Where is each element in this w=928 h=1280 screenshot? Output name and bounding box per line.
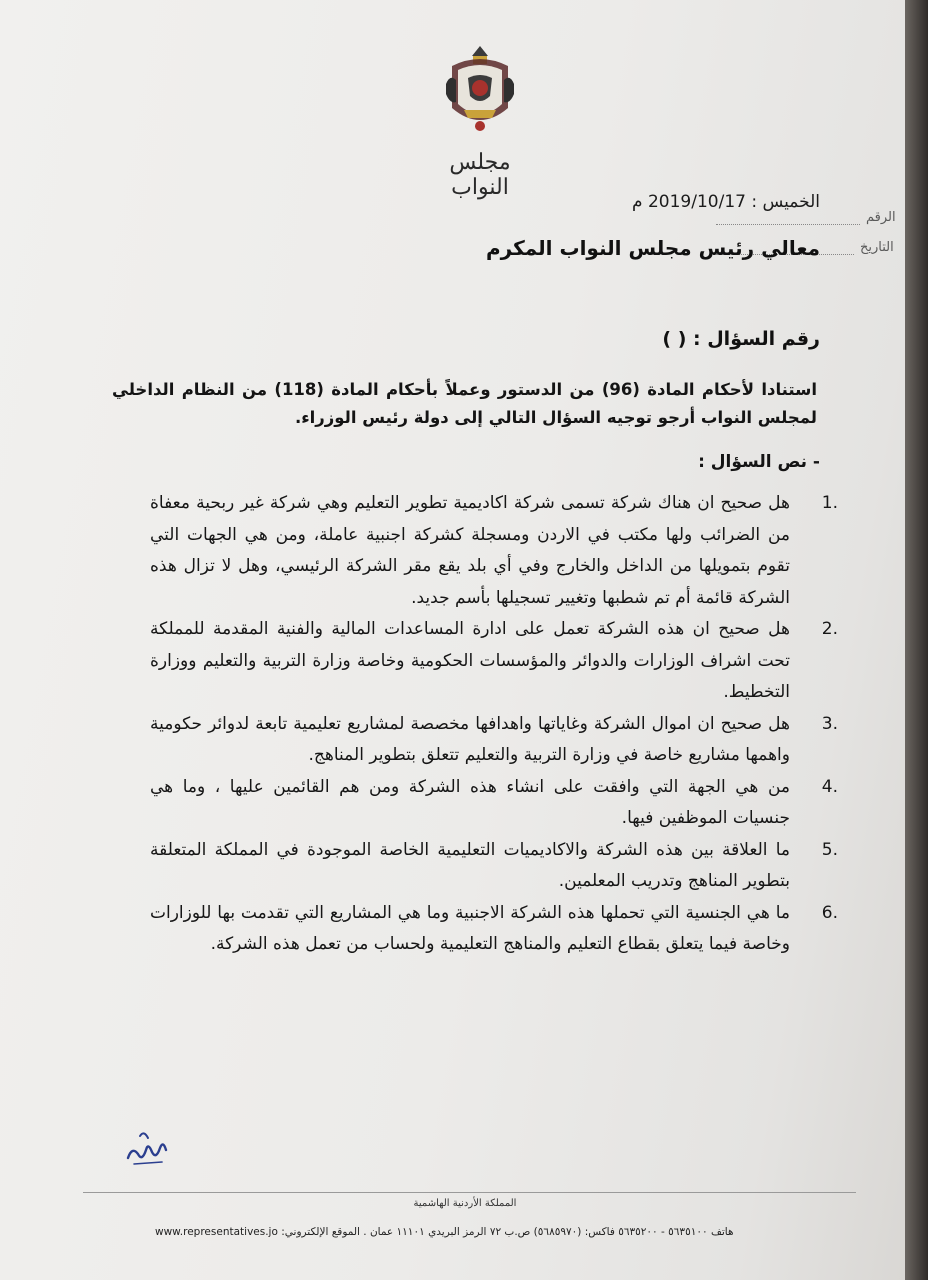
org-logo-text: مجلس النواب [449,150,511,200]
question-number-marker: 3. [821,713,838,734]
question-item [150,488,838,614]
intro-paragraph: استنادا لأحكام المادة (96) من الدستور وعملاً بأحكام المادة (118) من النظام الداخلي لمجلس النواب أرجو توجيه السؤال التالي إلى دولة رئيس الوزراء. [112,380,817,427]
question-text: ما العلاقة بين هذه الشركة والاكاديميات التعليمية الخاصة الموجودة في المملكة المتعلقة بتطوير المناهج وتدريب المعلمين. [150,839,790,891]
question-text: هل صحيح ان هناك شركة تسمى شركة اكاديمية تطوير التعليم وهي شركة غير ربحية معفاة من الضرائب ولها مكتب في الاردن ومسجلة كشركة اجنبية عاملة، ومن هي الجهات التي تقوم بتمويلها من الداخل والخارج وفي أي بلد يقع مقر الشركة الرئيسي، وهل لا تزال هذه الشركة قائمة أم تم شطبها وتغيير تسجيلها بأسم جديد. [150,493,790,608]
question-number-marker: 5. [821,839,838,860]
question-item [150,835,838,898]
question-number-marker: 4. [821,776,838,797]
date-label: التاريخ [860,240,894,255]
addressee: معالي رئيس مجلس النواب المكرم [486,236,820,260]
question-list [150,488,838,961]
handwritten-signature [122,1128,172,1170]
question-text: من هي الجهة التي وافقت على انشاء هذه الشركة ومن هم القائمين عليها ، وما هي جنسيات الموظفين فيها. [150,776,790,828]
number-label: الرقم [866,210,896,225]
letter-date: الخميس : 2019/10/17 م [632,192,820,212]
page-shadow-edge [905,0,928,1280]
footer-org-name: المملكة الأردنية الهاشمية [413,1198,517,1209]
question-item [150,772,838,835]
question-text: هل صحيح ان اموال الشركة وغاياتها واهدافها مخصصة لمشاريع تعليمية تابعة لدوائر حكومية واهمها مشاريع خاصة في وزارة التربية والتعليم تتعلق بتطوير المناهج. [150,713,790,765]
question-number-marker: 1. [821,493,838,513]
coat-of-arms-icon [444,44,516,136]
question-heading: - نص السؤال : [698,452,820,472]
question-number: رقم السؤال : ( ) [662,328,820,350]
footer-contact-info: www.representatives.jo :هاتف ٥٦٣٥١٠٠ - ٥٦٣٥٢٠٠ فاكس: (٥٦٨٥٩٧٠) ص.ب ٧٢ الرمز البريدي ١١١٠١ عمان . الموقع الإلكتروني [155,1226,734,1238]
question-number-marker: 6. [821,902,838,923]
question-item [150,898,838,961]
footer-divider [83,1192,856,1193]
question-text: هل صحيح ان هذه الشركة تعمل على ادارة المساعدات المالية والفنية المقدمة للمملكة تحت اشراف الوزارات والدوائر والمؤسسات الحكومية وخاصة وزارة التربية والتعليم ووزارة التخطيط. [150,619,790,702]
question-item [150,614,838,709]
question-text: ما هي الجنسية التي تحملها هذه الشركة الاجنبية وما هي المشاريع التي تقدمت بها للوزارات وخاصة فيما يتعلق بقطاع التعليم والمناهج التعليمية ولحساب من تعمل هذه الشركة. [150,902,790,954]
question-number-marker: 2. [821,619,838,639]
number-dotted-line [716,224,860,225]
question-item [150,709,838,772]
